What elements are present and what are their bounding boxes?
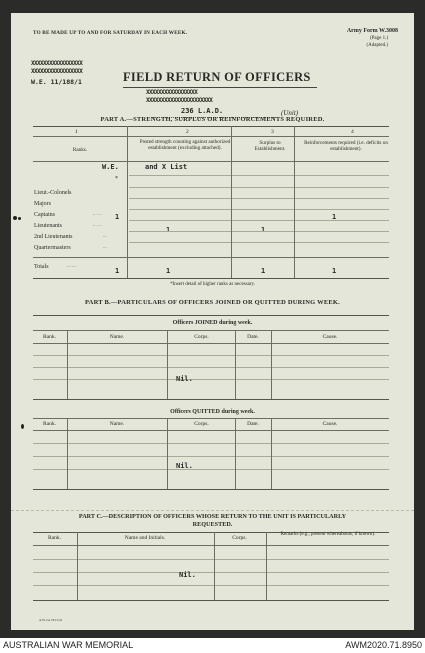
col-num-3: 3 [271, 129, 274, 135]
quitted-head-name: Name. [109, 421, 125, 427]
row-rule [33, 559, 389, 560]
footer-institution: AUSTRALIAN WAR MEMORIAL [3, 640, 134, 650]
form-title: FIELD RETURN OF OFFICERS [123, 70, 311, 84]
row-rule [33, 379, 389, 380]
joined-head-cause: Cause. [322, 334, 338, 340]
part-c-head-name: Name and Initials. [124, 535, 166, 541]
totals-reinforcements: 1 [332, 267, 337, 275]
part-c-head-rank: Rank. [48, 535, 61, 541]
leader-dots: ... [103, 245, 107, 250]
col-num-1: 1 [75, 129, 78, 135]
struck-text-2: XXXXXXXXXXXXXXXXX [31, 68, 83, 75]
unit-struck-1: XXXXXXXXXXXXXXXXX [146, 89, 198, 96]
punch-hole [21, 424, 24, 429]
row-rule [33, 456, 389, 457]
col-head-ranks: Ranks. [72, 147, 88, 153]
unit-value: 236 L.A.D. [181, 107, 224, 115]
col-divider [231, 126, 232, 278]
col-divider [167, 418, 168, 489]
row-rule [129, 220, 389, 221]
leader-dots: ... ... [93, 223, 102, 228]
totals-label: Totals [34, 264, 49, 270]
col-divider [67, 330, 68, 399]
joined-head-date: Date. [247, 334, 259, 340]
part-c-title-2: REQUESTED. [192, 521, 233, 528]
part-a-bottom-rule [33, 278, 389, 279]
part-c-title-1: PART C.—DESCRIPTION OF OFFICERS WHOSE RETURN TO THE UNIT IS PARTICULARLY [78, 513, 347, 520]
unit-struck-2: XXXXXXXXXXXXXXXXXXXXXX [146, 97, 213, 104]
row-rule [129, 187, 389, 188]
quitted-title: Officers QUITTED during week. [170, 409, 255, 415]
leader-dots: ... ... [93, 212, 102, 217]
part-c-head-rule [33, 545, 389, 546]
lieutenants-surplus: 1 [261, 226, 266, 234]
leader-dots: ... ... [67, 264, 76, 269]
row-rule [129, 209, 389, 210]
punch-hole [13, 216, 17, 220]
quitted-head-rank: Rank. [43, 421, 56, 427]
struck-text-1: XXXXXXXXXXXXXXXXX [31, 60, 83, 67]
part-b-title: PART B.—PARTICULARS OF OFFICERS JOINED OR QUITTED DURING WEEK. [84, 299, 340, 306]
quitted-head-corps: Corps. [194, 421, 209, 427]
quitted-title-rule [33, 418, 389, 419]
row-rule [129, 242, 389, 243]
totals-top-rule [33, 257, 389, 258]
row-rule [33, 585, 389, 586]
joined-head-corps: Corps. [194, 334, 209, 340]
footer-accession-number: AWM2020.71.8950 [345, 640, 422, 650]
unit-label: (Unit) [281, 109, 299, 117]
col-head-reinforcements: Reinforcements required (i.e. deficits on establishment). [304, 140, 388, 152]
totals-ranks: 1 [115, 267, 120, 275]
quitted-bottom-rule [33, 489, 389, 490]
form-number: Army Form W.3008 [346, 28, 398, 34]
lieutenants-posted: 1 [166, 226, 171, 234]
punch-hole [18, 217, 21, 220]
col-divider [266, 532, 267, 600]
rank-label: Lieut.-Colonels [34, 190, 72, 196]
col-divider [294, 126, 295, 278]
joined-head-rule [33, 343, 389, 344]
part-a-top-rule [33, 126, 389, 127]
col-divider [127, 126, 128, 278]
row-rule [33, 443, 389, 444]
col-head-rule [33, 161, 389, 162]
col-divider [271, 330, 272, 399]
captains-reinforcements: 1 [332, 213, 337, 221]
col-divider [235, 418, 236, 489]
col-divider [214, 532, 215, 600]
rank-label: Majors [34, 201, 51, 207]
rank-label: 2nd Lieutenants [34, 234, 73, 240]
joined-head-name: Name. [109, 334, 125, 340]
totals-posted: 1 [166, 267, 171, 275]
part-b-top-rule [33, 315, 389, 316]
totals-surplus: 1 [261, 267, 266, 275]
quitted-head-date: Date. [247, 421, 259, 427]
form-page: (Page 1.) [369, 36, 388, 41]
col-num-rule [33, 136, 389, 137]
col-head-surplus: Surplus to Establishment. [254, 140, 286, 152]
row-rule [33, 572, 389, 573]
form-adapted: (Adapted.) [366, 43, 388, 48]
header-instruction: TO BE MADE UP TO AND FOR SATURDAY IN EACH WEEK. [33, 30, 188, 36]
part-c-bottom-rule [33, 600, 389, 601]
joined-nil-entry: Nil. [176, 375, 193, 383]
part-c-nil-entry: Nil. [179, 571, 196, 579]
part-c-head-remarks: Remarks (e.g., present whereabouts, if known). [280, 532, 376, 537]
part-a-title: PART A.—STRENGTH, SURPLUS OR REINFORCEMENTS REQUIRED. [100, 116, 325, 123]
col-divider [271, 418, 272, 489]
joined-head-rank: Rank. [43, 334, 56, 340]
part-c-head-corps: Corps. [232, 535, 247, 541]
part-a-footnote: *Insert detail of higher ranks as necessary. [170, 282, 255, 287]
col-divider [77, 532, 78, 600]
joined-bottom-rule [33, 399, 389, 400]
col-head-posted: Posted strength counting against authorized establishment (excluding attached). [139, 139, 231, 151]
joined-title: Officers JOINED during week. [172, 320, 253, 326]
col-divider [235, 330, 236, 399]
quitted-head-rule [33, 430, 389, 431]
col-num-4: 4 [351, 129, 354, 135]
captains-ranks: 1 [115, 213, 120, 221]
row-rule [33, 469, 389, 470]
quitted-nil-entry: Nil. [176, 462, 193, 470]
rank-label: Quartermasters [34, 245, 71, 251]
row-rule [129, 231, 389, 232]
col-divider [67, 418, 68, 489]
rank-label: Lieutenants [34, 223, 62, 229]
rank-label: Captains [34, 212, 55, 218]
printer-mark: A.W. Ge 533 5/41 [39, 618, 63, 622]
title-underline [123, 87, 317, 88]
joined-title-rule [33, 330, 389, 331]
reference-number: W.E. 11/188/1 [31, 78, 82, 86]
form-paper [11, 13, 414, 630]
basis-x-list: and X List [145, 163, 188, 171]
col-num-2: 2 [186, 129, 189, 135]
row-rule [129, 198, 389, 199]
quitted-head-cause: Cause. [322, 421, 338, 427]
fold-line [11, 510, 414, 511]
row-rule [33, 367, 389, 368]
col-divider [167, 330, 168, 399]
leader-dots: ... [103, 234, 107, 239]
basis-asterisk: * [115, 176, 118, 182]
row-rule [129, 175, 389, 176]
row-rule [33, 355, 389, 356]
basis-we: W.E. [102, 163, 119, 171]
